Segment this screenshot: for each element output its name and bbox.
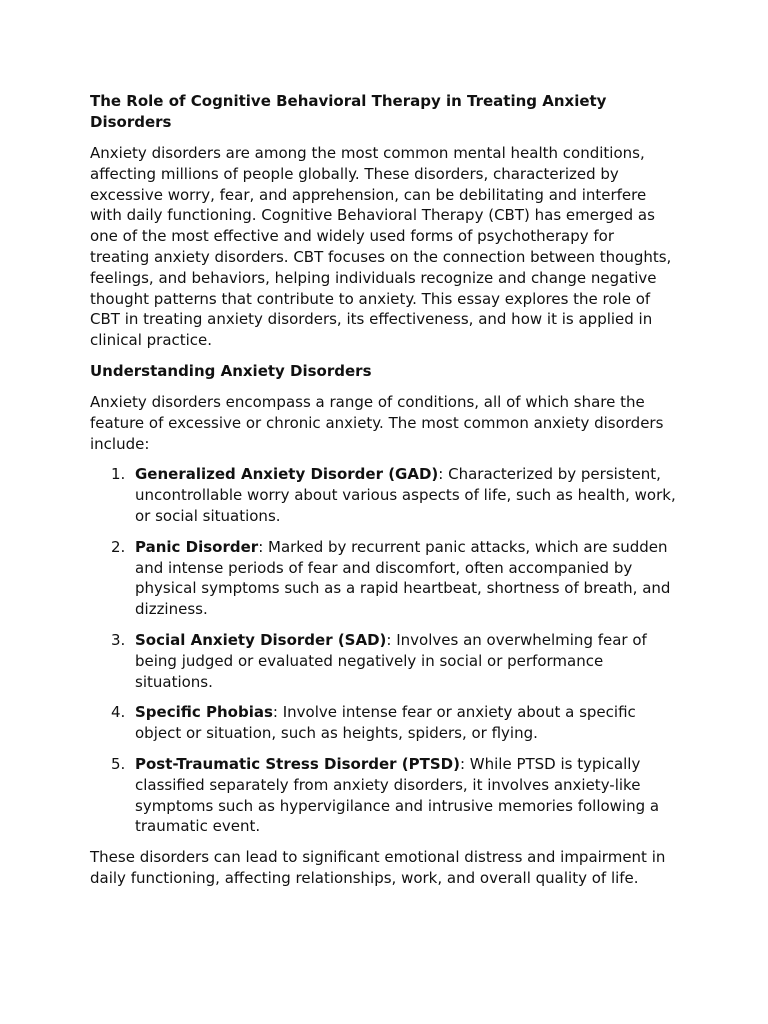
list-item-term: Specific Phobias [135, 703, 273, 722]
list-item [90, 702, 676, 744]
document-page [90, 91, 676, 899]
document-title: The Role of Cognitive Behavioral Therapy in Treating Anxiety Disorders [90, 92, 607, 131]
list-item-number: 3. [111, 630, 126, 649]
list-item-term: Post-Traumatic Stress Disorder (PTSD) [135, 754, 460, 773]
list-item-term: Panic Disorder [135, 537, 259, 556]
list-item [90, 630, 676, 692]
list-item-term: Social Anxiety Disorder (SAD) [135, 630, 387, 649]
list-item-number: 2. [111, 537, 126, 556]
list-item-description: : While PTSD is typically classified separately from anxiety disorders, it involves anxiety-like symptoms such as hypervigilance and intrusive memories following a traumatic event. [135, 754, 660, 836]
list-item-term: Generalized Anxiety Disorder (GAD) [135, 465, 439, 484]
section-intro-paragraph: Anxiety disorders encompass a range of conditions, all of which share the feature of excessive or chronic anxiety. The most common anxiety disorders include: [90, 392, 664, 453]
intro-paragraph: Anxiety disorders are among the most common mental health conditions, affecting millions of people globally. These disorders, characterized by excessive worry, fear, and apprehension, can be debilitating and interfere with daily functioning. Cognitive Behavioral Therapy (CBT) has emerged as one of the most effective and widely used forms of psychotherapy for treating anxiety disorders. CBT focuses on the connection between thoughts, feelings, and behaviors, helping individuals recognize and change negative thought patterns that contribute to anxiety. This essay explores the role of CBT in treating anxiety disorders, its effectiveness, and how it is applied in clinical practice. [90, 144, 672, 350]
anxiety-disorders-list [90, 464, 676, 837]
list-item-number: 4. [111, 703, 126, 722]
list-item-description: : Involves an overwhelming fear of being judged or evaluated negatively in social or performance situations. [135, 630, 647, 691]
list-item-description: : Involve intense fear or anxiety about a specific object or situation, such as heights, spiders, or flying. [135, 703, 636, 743]
list-item-number: 1. [111, 465, 126, 484]
list-item [90, 754, 676, 837]
list-item [90, 464, 676, 526]
section-heading: Understanding Anxiety Disorders [90, 361, 372, 380]
list-item-number: 5. [111, 754, 126, 773]
list-item-description: : Characterized by persistent, uncontrollable worry about various aspects of life, such as health, work, or social situations. [135, 465, 676, 525]
list-item-description: : Marked by recurrent panic attacks, which are sudden and intense periods of fear and discomfort, often accompanied by physical symptoms such as a rapid heartbeat, shortness of breath, and dizziness. [135, 537, 671, 619]
closing-paragraph: These disorders can lead to significant emotional distress and impairment in daily functioning, affecting relationships, work, and overall quality of life. [90, 848, 666, 887]
list-item [90, 537, 676, 620]
